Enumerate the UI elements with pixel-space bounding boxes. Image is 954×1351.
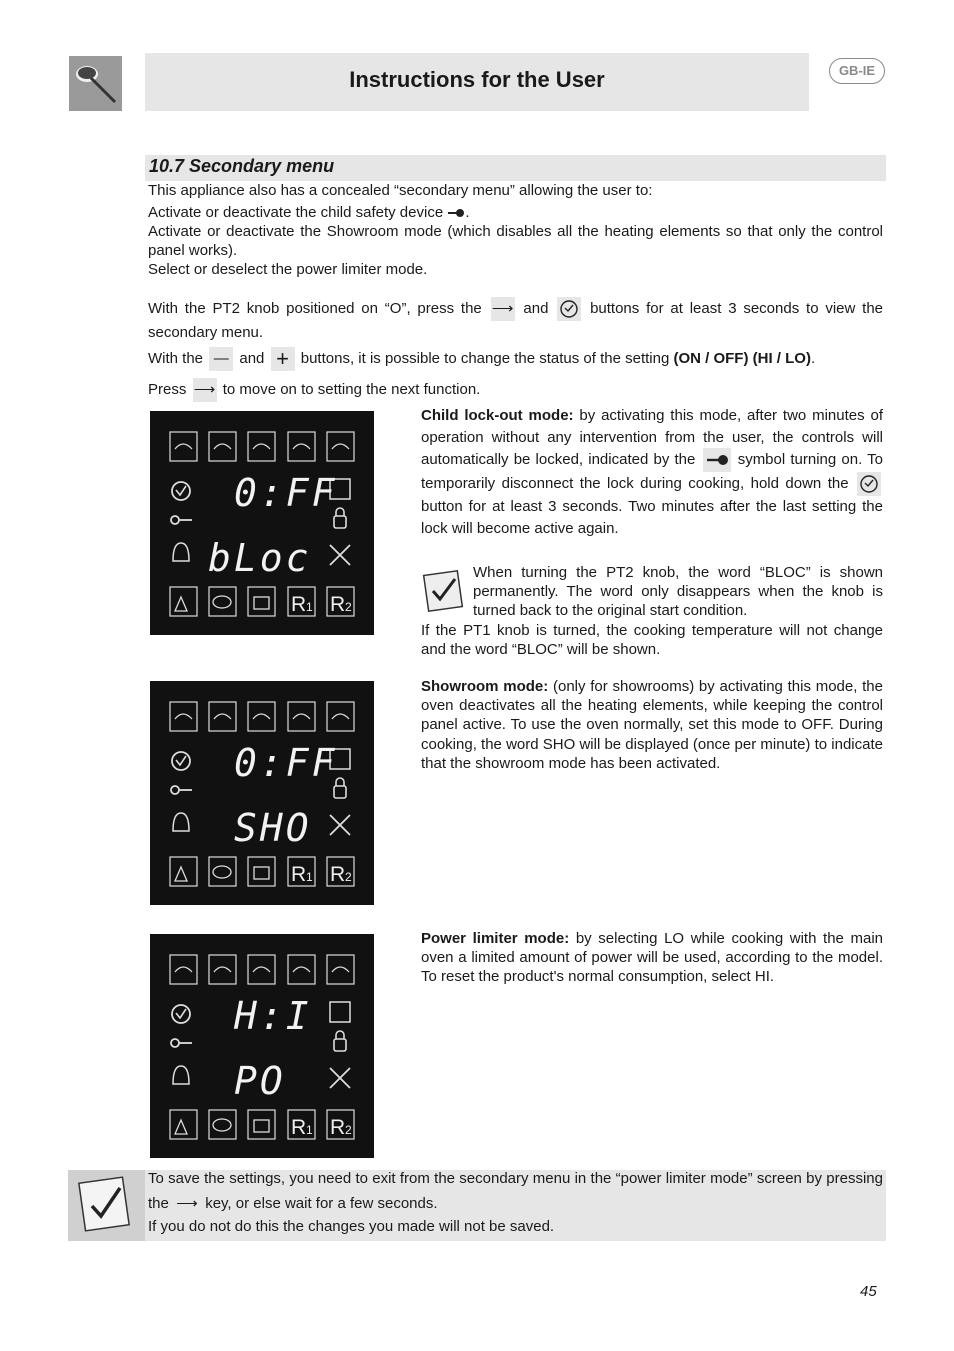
- recipe-r1-label: R: [291, 593, 307, 616]
- timer-icon: [172, 752, 190, 770]
- display-top-text: 0:FF: [234, 741, 338, 785]
- intro-line2: Activate or deactivate the child safety device .: [148, 204, 470, 221]
- pizza-glyph: [213, 1119, 231, 1131]
- bottom-note-text-b: key, or else wait for a few seconds.: [205, 1195, 438, 1212]
- showroom-title: Showroom mode:: [421, 678, 549, 695]
- fan-grill-icon: [209, 702, 236, 731]
- fan-grill-icon: [209, 955, 236, 984]
- fan-oven-icon: [288, 702, 315, 731]
- fan-oven-icon: [288, 432, 315, 461]
- display-bottom-text: bLoc: [208, 536, 312, 580]
- defrost-icon-glyph: [332, 444, 349, 449]
- turbo-icon: [248, 432, 275, 461]
- display-panel-hi: [150, 934, 374, 1158]
- lock-icon: [334, 516, 346, 528]
- timer-check: [176, 756, 186, 765]
- pizza-glyph: [213, 866, 231, 878]
- timer-icon: [172, 1005, 190, 1023]
- intro-line4: Select or deselect the power limiter mode.: [148, 261, 428, 278]
- pastry-glyph: [175, 1120, 187, 1134]
- static-grill-icon: [170, 955, 197, 984]
- showroom-paragraph: [421, 677, 883, 773]
- recipe-r1-label: R: [291, 863, 307, 886]
- intro-line1: This appliance also has a concealed “secondary menu” allowing the user to:: [148, 182, 653, 199]
- instruction-p2-bold: (ON / OFF) (HI / LO): [673, 350, 811, 367]
- child-lock-text-b: symbol turning on. To temporarily disconnect the lock during cooking, hold down the: [421, 450, 883, 492]
- fan-oven-icon-glyph: [293, 714, 310, 719]
- defrost-icon: [327, 955, 354, 984]
- pastry-glyph: [175, 597, 187, 611]
- timer-icon: [172, 482, 190, 500]
- clock-button-icon: [857, 472, 881, 496]
- timer-check: [176, 1009, 186, 1018]
- section-title: 10.7 Secondary menu: [149, 156, 335, 176]
- cake-glyph: [254, 1120, 269, 1132]
- fan-oven-icon-glyph: [293, 967, 310, 972]
- intro-line3: Activate or deactivate the Showroom mode (which disables all the heating elements so that only the control panel works).: [148, 223, 883, 259]
- instruction-p1-a: With the PT2 knob positioned on “O”, press the: [148, 300, 482, 317]
- lock-shackle: [336, 1031, 344, 1039]
- static-grill-icon-glyph: [175, 714, 192, 719]
- instruction-p2-b: and: [239, 350, 265, 367]
- child-lock-text-a: by activating this mode, after two minutes of operation without any intervention from the user, the controls will automatically be locked, indicated by the: [421, 407, 883, 468]
- bell-icon: [173, 813, 189, 831]
- lock-icon: [334, 786, 346, 798]
- cake-icon: [248, 857, 275, 886]
- section-bar: [145, 155, 886, 181]
- cake-glyph: [254, 597, 269, 609]
- defrost-icon: [327, 432, 354, 461]
- fan-oven-icon: [288, 955, 315, 984]
- static-grill-icon-glyph: [175, 967, 192, 972]
- display-bottom-text: PO: [234, 1059, 286, 1103]
- bell-icon: [173, 543, 189, 561]
- instruction-p2-c: buttons, it is possible to change the status of the setting: [300, 350, 670, 367]
- instruction-p3-a: Press: [148, 381, 187, 398]
- key-icon: [447, 207, 465, 219]
- no-heat-icon: [330, 815, 350, 835]
- fan-grill-icon-glyph: [214, 444, 231, 449]
- recipe-r2-sub: 2: [345, 600, 352, 614]
- arrow-button-icon: ⟶: [176, 1195, 198, 1213]
- note-pad-icon: [421, 567, 467, 613]
- instruction-p3: [148, 378, 883, 402]
- display-top-text: H:I: [234, 994, 312, 1038]
- defrost-icon-glyph: [332, 967, 349, 972]
- minus-button-icon: —: [209, 347, 233, 371]
- bell-icon: [173, 1066, 189, 1084]
- turbo-icon-glyph: [253, 714, 270, 719]
- display-top-text: 0:FF: [234, 471, 338, 515]
- display-panel-bloc: [150, 411, 374, 635]
- bottom-note-text-a: To save the settings, you need to exit from the secondary menu in the “power limiter mode” screen by pressing the: [148, 1170, 883, 1212]
- defrost-icon-glyph: [332, 714, 349, 719]
- page-title: Instructions for the User: [349, 67, 605, 92]
- turbo-icon: [248, 702, 275, 731]
- static-grill-icon: [170, 702, 197, 731]
- fan-oven-icon-glyph: [293, 444, 310, 449]
- child-lock-text-c: button for at least 3 seconds. Two minutes after the last setting the lock will become active again.: [421, 498, 883, 537]
- pastry-glyph: [175, 867, 187, 881]
- page-number: 45: [860, 1283, 877, 1300]
- static-grill-icon-glyph: [175, 444, 192, 449]
- turbo-icon: [248, 955, 275, 984]
- fan-grill-icon-glyph: [214, 714, 231, 719]
- header-bar: [145, 53, 809, 111]
- plus-button-icon: +: [271, 347, 295, 371]
- recipe-r2-label: R: [330, 593, 346, 616]
- fan-grill-icon-glyph: [214, 967, 231, 972]
- key-icon: [171, 516, 179, 524]
- child-lock-title: Child lock-out mode:: [421, 407, 574, 424]
- bloc-note2: If the PT1 knob is turned, the cooking temperature will not change and the word “BLOC” will be shown.: [421, 622, 883, 659]
- language-badge: GB-IE: [829, 58, 885, 84]
- timer-check: [176, 486, 186, 495]
- instruction-p2-a: With the: [148, 350, 204, 367]
- power-text: by selecting LO while cooking with the main oven a limited amount of power will be used, according to the model. To reset the product's normal consumption, select HI.: [421, 930, 884, 986]
- recipe-r1-label: R: [291, 1116, 307, 1139]
- bloc-note: When turning the PT2 knob, the word “BLOC” is shown permanently. The word only disappears when the knob is turned back to the original start condition.: [473, 564, 883, 620]
- note-pad-icon: [68, 1170, 145, 1241]
- child-lock-paragraph: [421, 405, 883, 539]
- bottom-note-icon-bg: [68, 1170, 145, 1241]
- header-spoon-icon: [69, 56, 122, 111]
- cake-glyph: [254, 867, 269, 879]
- showroom-text: (only for showrooms) by activating this mode, the oven deactivates all the heating elements, while keeping the control panel active. To use the oven normally, set this mode to OFF. During cooking, the word SHO will be displayed (once per minute) to indicate that the showroom mode has been activated.: [421, 678, 883, 772]
- bottom-note-line1: [148, 1166, 883, 1216]
- recipe-r2-label: R: [330, 863, 346, 886]
- instruction-p1-b: and: [523, 300, 549, 317]
- turbo-icon-glyph: [253, 967, 270, 972]
- intro-line2-text: Activate or deactivate the child safety device: [148, 204, 444, 221]
- no-heat-icon: [330, 545, 350, 565]
- recipe-r2-sub: 2: [345, 870, 352, 884]
- lock-icon: [334, 1039, 346, 1051]
- key-icon: [171, 1039, 179, 1047]
- key-icon: [703, 448, 731, 472]
- bottom-note-line2: If you do not do this the changes you made will not be saved.: [148, 1218, 555, 1235]
- instruction-p3-b: to move on to setting the next function.: [222, 381, 481, 398]
- pizza-glyph: [213, 596, 231, 608]
- turbo-icon-glyph: [253, 444, 270, 449]
- heating-icon: [330, 1002, 350, 1022]
- instruction-p1: [148, 297, 883, 345]
- cake-icon: [248, 1110, 275, 1139]
- clock-button-icon: [557, 297, 581, 321]
- recipe-r2-label: R: [330, 1116, 346, 1139]
- power-paragraph: [421, 929, 883, 987]
- cake-icon: [248, 587, 275, 616]
- instruction-p2: With the — and + buttons, it is possible to change the status of the setting (ON / OFF) (HI / LO).: [148, 346, 816, 372]
- recipe-r1-sub: 1: [306, 1123, 313, 1137]
- recipe-r1-sub: 1: [306, 600, 313, 614]
- key-icon: [171, 786, 179, 794]
- defrost-icon: [327, 702, 354, 731]
- instruction-p1-c: buttons for at least 3 seconds to view the secondary menu.: [148, 300, 884, 342]
- recipe-r2-sub: 2: [345, 1123, 352, 1137]
- recipe-r1-sub: 1: [306, 870, 313, 884]
- static-grill-icon: [170, 432, 197, 461]
- power-title: Power limiter mode:: [421, 930, 570, 947]
- display-panel-sho: [150, 681, 374, 905]
- fan-grill-icon: [209, 432, 236, 461]
- arrow-button-icon: ⟶: [491, 297, 515, 321]
- no-heat-icon: [330, 1068, 350, 1088]
- display-bottom-text: SHO: [234, 806, 312, 850]
- arrow-button-icon: ⟶: [193, 378, 217, 402]
